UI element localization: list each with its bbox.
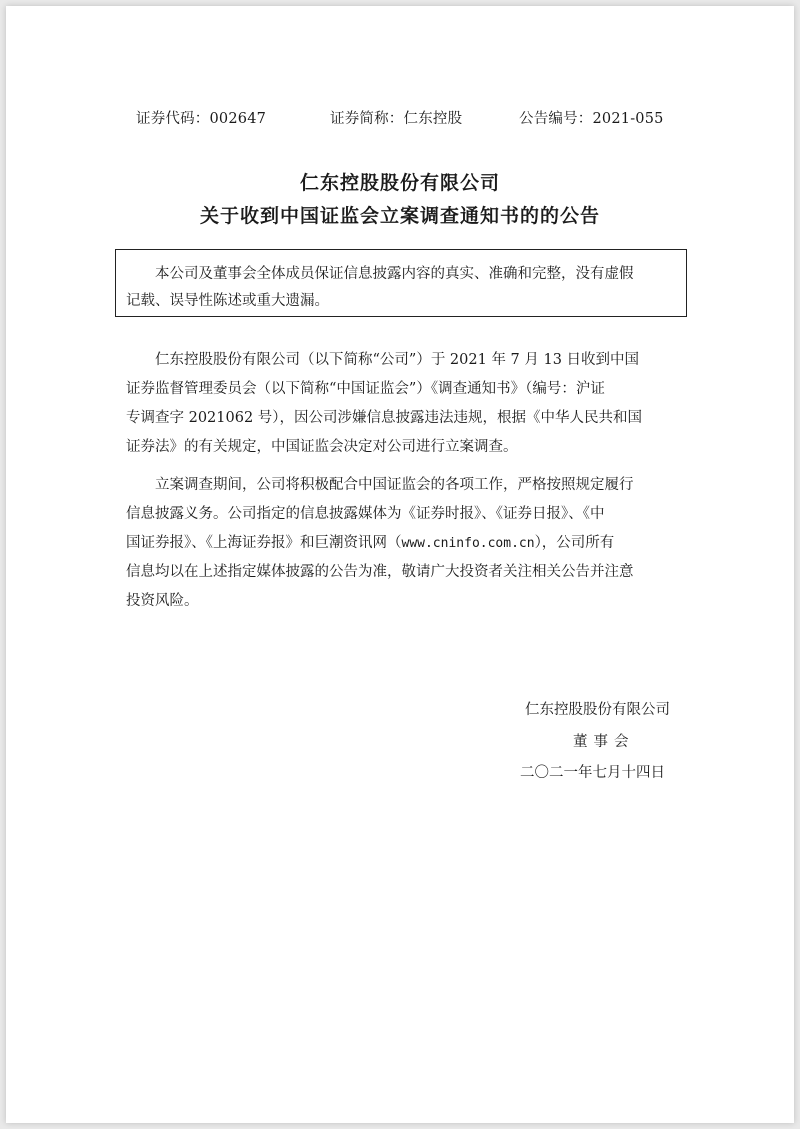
disclaimer-box (115, 249, 687, 317)
paragraph-1-line-2: 证券监督管理委员会（以下简称“中国证监会”）《调查通知书》（编号：沪证 (126, 381, 605, 397)
paragraph-2-line-3 (126, 529, 686, 558)
disclaimer-line-1: 本公司及董事会全体成员保证信息披露内容的真实、准确和完整，没有虚假 (155, 266, 634, 282)
signature-company: 仁东控股股份有限公司 (525, 702, 670, 718)
security-abbreviation: 证券简称：仁东控股 (330, 111, 463, 127)
paragraph-1-line-1: 仁东控股股份有限公司（以下简称“公司”）于 2021 年 7 月 13 日收到中国 (155, 352, 640, 368)
company-title: 仁东控股股份有限公司 (299, 172, 500, 194)
paragraph-1-line-4: 证券法》的有关规定，中国证监会决定对公司进行立案调查。 (126, 439, 518, 455)
paragraph-1-line-3: 专调查字 2021062 号），因公司涉嫌信息披露违法违规，根据《中华人民共和国 (126, 410, 643, 426)
paragraph-2-line-4: 信息均以在上述指定媒体披露的公告为准，敬请广大投资者关注相关公告并注意 (126, 564, 634, 580)
signature-board: 董事会 (573, 734, 635, 750)
document-page (6, 6, 794, 1123)
security-code: 证券代码：002647 (136, 111, 267, 127)
body-paragraph-2 (126, 471, 686, 616)
paragraph-2-line-3-start: 国证券报》、《上海证券报》和巨潮资讯网（ (126, 535, 402, 551)
paragraph-2-line-1: 立案调查期间，公司将积极配合中国证监会的各项工作，严格按照规定履行 (155, 477, 634, 493)
disclaimer-line-2: 记载、误导性陈述或重大遗漏。 (126, 293, 329, 309)
cninfo-url: www.cninfo.com.cn (401, 536, 535, 551)
body-paragraph-1 (126, 346, 686, 462)
paragraph-2-line-5: 投资风险。 (126, 593, 199, 609)
signature-date: 二〇二一年七月十四日 (520, 765, 665, 781)
paragraph-2-line-3-end: ），公司所有 (534, 535, 615, 551)
announcement-number: 公告编号：2021-055 (519, 111, 664, 127)
announcement-title: 关于收到中国证监会立案调查通知书的的公告 (199, 205, 600, 227)
paragraph-2-line-2: 信息披露义务。公司指定的信息披露媒体为《证券时报》、《证券日报》、《中 (126, 506, 605, 522)
